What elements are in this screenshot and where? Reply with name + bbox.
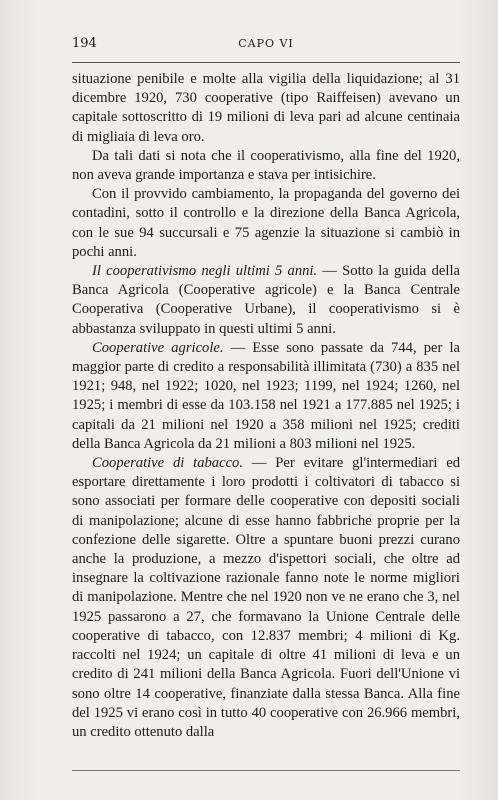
section-heading: Il cooperativismo negli ultimi 5 anni.: [92, 263, 318, 280]
paragraph-text: — Sotto la guida della Banca Agricola (Cooperative agricole) e la Banca Centrale Cooperativa (Cooperative Urbane), il cooperativismo si è abbastanza sviluppato in questi ultimi 5 anni.: [72, 263, 460, 337]
running-header: [72, 36, 460, 56]
page-number: 194: [72, 36, 97, 51]
paragraph: [72, 454, 460, 742]
paragraph-text: Con il provvido cambiamento, la propaganda del governo dei contadini, sotto il controllo e la direzione della Banca Agricola, con le sue 94 succursali e 75 agenzie la situazione si cambiò in pochi anni.: [72, 186, 460, 260]
paragraph: [72, 339, 460, 454]
paragraph-text: — Esse sono passate da 744, per la maggior parte di credito a responsabilità illimitata (730) a 835 nel 1921; 948, nel 1922; 1020, nel 1923; 1199, nel 1924; 1260, nel 1925; i membri di esse da 103.158 nel 1921 a 177.885 nel 1925; i capitali da 21 milioni nel 1920 a 358 milioni nel 1925; crediti della Banca Agricola da 21 milioni a 803 milioni nel 1925.: [72, 339, 460, 452]
paragraph-text: — Per evitare gl'intermediari ed esportare direttamente i loro prodotti i coltivatori di tabacco si sono associati per formare delle cooperative con depositi sociali di manipolazione; alcune di esse hanno fabbriche proprie per la confezione delle sigarette. Oltre a spuntare buoni prezzi curano anche la produzione, a mezzo d'ispettori sociali, che oltre ad insegnare la coltivazione razionale fanno note le norme migliori di manipolazione. Mentre che nel 1920 non ve ne erano che 3, nel 1925 passarono a 27, che formavano la Unione Centrale delle cooperative di tabacco, con 12.837 membri; 4 milioni di Kg. raccolti nel 1924; un capitale di oltre 41 milioni di leva e un credito di 241 milioni della Banca Agricola. Fuori dell'Unione vi sono oltre 14 cooperative, finanziate dalla stessa Banca. Alla fine del 1925 vi erano così in tutto 40 cooperative con 26.966 membri, un credito ottenuto dalla: [72, 455, 461, 740]
body-text: [72, 70, 460, 742]
paragraph: [72, 70, 460, 147]
paragraph: [72, 262, 460, 339]
header-rule: [72, 62, 460, 63]
footer-rule: [72, 770, 460, 771]
chapter-title: CAPO VI: [238, 37, 294, 50]
paragraph: [72, 147, 460, 185]
paragraph-text: situazione penibile e molte alla vigilia della liquidazione; al 31 dicembre 1920, 730 cooperative (tipo Raiffeisen) avevano un capitale sottoscritto di 19 milioni di leva pari ad alcune centinaia di migliaia di leva oro.: [72, 71, 460, 145]
section-heading: Cooperative agricole.: [92, 339, 224, 356]
section-heading: Cooperative di tabacco.: [92, 455, 244, 472]
paragraph: [72, 185, 460, 262]
paragraph-text: Da tali dati si nota che il cooperativismo, alla fine del 1920, non aveva grande importanza e stava per intisichire.: [72, 147, 460, 184]
